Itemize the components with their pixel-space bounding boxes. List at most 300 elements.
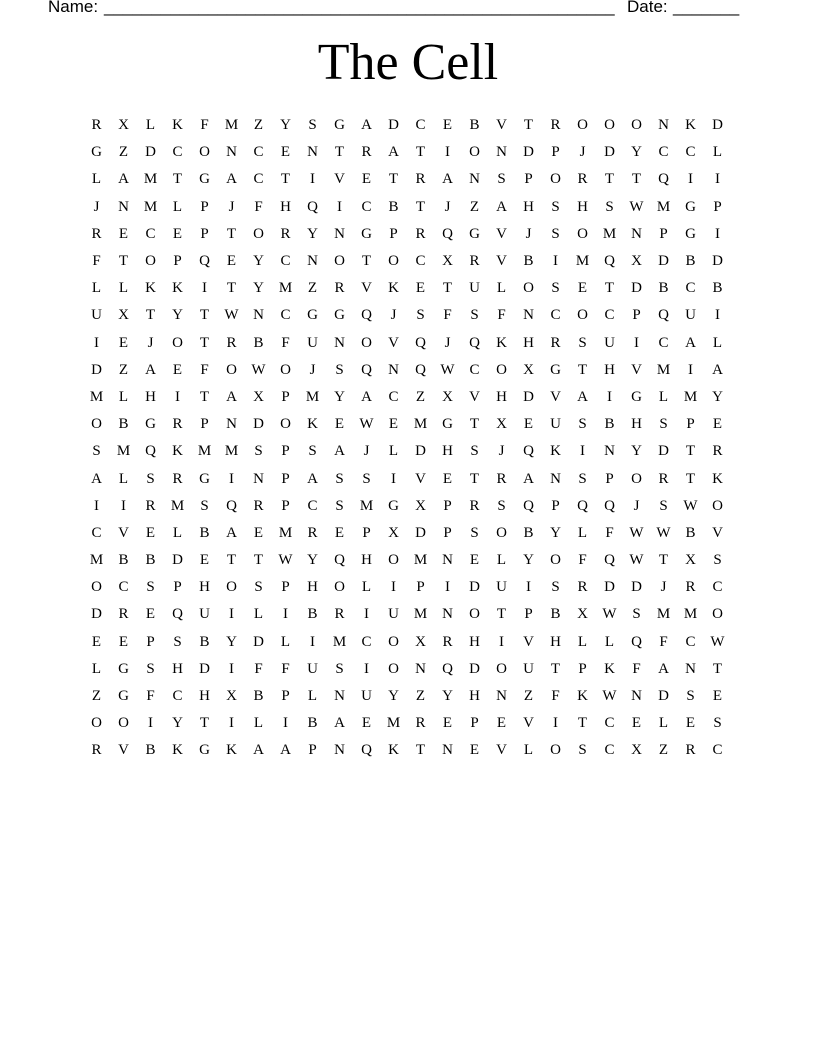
grid-letter: G [685, 225, 696, 242]
grid-letter: C [712, 579, 723, 596]
grid-letter: T [226, 225, 237, 242]
grid-letter: Y [334, 388, 345, 405]
grid-letter: C [307, 497, 318, 514]
grid-letter: R [496, 470, 507, 487]
grid-letter: A [712, 361, 723, 378]
grid-letter: F [497, 307, 506, 324]
grid-letter: R [253, 497, 264, 514]
grid-letter: Q [604, 552, 615, 569]
grid-letter: X [118, 117, 129, 134]
grid-letter: N [334, 334, 345, 351]
grid-letter: I [229, 470, 234, 487]
grid-letter: I [202, 280, 207, 297]
grid-letter: H [361, 552, 372, 569]
grid-letter: O [577, 225, 588, 242]
grid-letter: G [361, 225, 372, 242]
grid-letter: P [308, 742, 317, 759]
grid-letter: P [686, 416, 695, 433]
grid-letter: D [91, 606, 102, 623]
grid-letter: E [172, 361, 183, 378]
grid-letter: H [550, 633, 561, 650]
grid-letter: P [281, 497, 290, 514]
grid-letter: N [442, 552, 453, 569]
grid-letter: P [281, 388, 290, 405]
grid-letter: P [281, 443, 290, 460]
grid-letter: M [89, 388, 104, 405]
grid-letter: P [470, 715, 479, 732]
grid-letter: L [604, 633, 615, 650]
grid-letter: T [118, 253, 129, 270]
grid-letter: Z [118, 144, 129, 161]
grid-letter: R [334, 280, 345, 297]
grid-letter: N [307, 253, 318, 270]
grid-letter: L [280, 633, 291, 650]
grid-letter: N [631, 688, 642, 705]
grid-letter: O [334, 253, 345, 270]
grid-letter: M [116, 443, 131, 460]
grid-letter: U [604, 334, 615, 351]
grid-letter: P [524, 606, 533, 623]
grid-letter: J [444, 334, 451, 351]
grid-letter: L [658, 388, 669, 405]
grid-letter: V [523, 715, 534, 732]
grid-letter: D [388, 117, 399, 134]
grid-letter: L [388, 443, 399, 460]
grid-letter: F [254, 660, 263, 677]
grid-letter: V [118, 742, 129, 759]
word-search-grid [83, 112, 731, 765]
grid-letter: R [226, 334, 237, 351]
grid-letter: C [280, 253, 291, 270]
grid-letter: I [715, 307, 720, 324]
grid-letter: N [658, 117, 669, 134]
grid-letter: I [553, 253, 558, 270]
grid-letter: T [172, 171, 183, 188]
grid-letter: P [416, 579, 425, 596]
grid-letter: G [388, 497, 399, 514]
grid-letter: N [226, 416, 237, 433]
grid-letter: J [363, 443, 370, 460]
grid-letter: O [361, 334, 372, 351]
grid-letter: E [91, 633, 102, 650]
grid-letter: P [200, 198, 209, 215]
grid-letter: D [172, 552, 183, 569]
grid-letter: B [253, 334, 264, 351]
name-label: Name: [48, 0, 99, 16]
grid-letter: T [334, 144, 345, 161]
grid-letter: Q [523, 443, 534, 460]
grid-letter: S [686, 688, 695, 705]
grid-letter: S [254, 443, 263, 460]
grid-letter: W [602, 606, 617, 623]
grid-letter: P [173, 253, 182, 270]
grid-letter: E [280, 144, 291, 161]
grid-letter: S [335, 361, 344, 378]
grid-letter: E [685, 715, 696, 732]
grid-letter: E [415, 280, 426, 297]
grid-letter: C [415, 117, 426, 134]
grid-letter: E [469, 742, 480, 759]
grid-letter: A [361, 117, 372, 134]
grid-letter: S [659, 416, 668, 433]
grid-letter: Z [118, 361, 129, 378]
date-label: Date: [627, 0, 668, 16]
grid-letter: P [578, 660, 587, 677]
grid-letter: Y [550, 524, 561, 541]
grid-letter: Q [658, 307, 669, 324]
grid-letter: X [253, 388, 264, 405]
grid-letter: J [660, 579, 667, 596]
grid-letter: I [580, 443, 585, 460]
grid-letter: O [253, 225, 264, 242]
grid-letter: I [148, 715, 153, 732]
grid-letter: V [496, 225, 507, 242]
grid-letter: P [281, 470, 290, 487]
grid-letter: A [145, 361, 156, 378]
grid-letter: Z [307, 280, 318, 297]
grid-letter: K [712, 470, 723, 487]
grid-letter: H [199, 579, 210, 596]
grid-letter: E [361, 715, 372, 732]
grid-letter: I [175, 388, 180, 405]
grid-letter: N [307, 144, 318, 161]
grid-letter: E [145, 524, 156, 541]
grid-letter: I [121, 497, 126, 514]
grid-letter: V [523, 633, 534, 650]
grid-letter: K [172, 117, 183, 134]
grid-letter: E [496, 715, 507, 732]
grid-letter: I [94, 497, 99, 514]
grid-letter: D [523, 388, 534, 405]
grid-letter: L [712, 144, 723, 161]
grid-letter: L [172, 524, 183, 541]
grid-letter: G [334, 307, 345, 324]
grid-letter: V [118, 524, 129, 541]
grid-letter: E [118, 633, 129, 650]
header [48, 0, 748, 21]
grid-letter: D [658, 443, 669, 460]
grid-letter: I [634, 334, 639, 351]
grid-letter: A [523, 470, 534, 487]
grid-letter: H [145, 388, 156, 405]
grid-letter: H [442, 443, 453, 460]
grid-letter: S [713, 552, 722, 569]
grid-letter: B [199, 633, 210, 650]
grid-letter: Q [199, 253, 210, 270]
grid-letter: N [388, 361, 399, 378]
grid-letter: T [604, 280, 615, 297]
grid-letter: S [362, 470, 371, 487]
grid-letter: Z [253, 117, 264, 134]
grid-letter: H [469, 688, 480, 705]
grid-letter: S [497, 497, 506, 514]
grid-letter: H [523, 198, 534, 215]
grid-letter: O [388, 552, 399, 569]
grid-letter: D [91, 361, 102, 378]
grid-letter: I [364, 660, 369, 677]
grid-letter: T [577, 715, 588, 732]
grid-letter: R [685, 579, 696, 596]
grid-letter: C [550, 307, 561, 324]
grid-letter: X [685, 552, 696, 569]
grid-letter: F [254, 198, 263, 215]
grid-letter: E [199, 552, 210, 569]
grid-letter: T [469, 470, 480, 487]
grid-letter: S [146, 579, 155, 596]
grid-letter: O [91, 715, 102, 732]
grid-letter: Q [361, 361, 372, 378]
grid-letter: S [335, 660, 344, 677]
grid-letter: T [361, 253, 372, 270]
grid-letter: P [281, 688, 290, 705]
grid-letter: T [631, 171, 642, 188]
grid-letter: I [688, 171, 693, 188]
grid-letter: K [172, 280, 183, 297]
grid-letter: E [442, 470, 453, 487]
grid-letter: D [604, 579, 615, 596]
grid-letter: O [631, 117, 642, 134]
grid-letter: T [469, 416, 480, 433]
grid-letter: I [229, 606, 234, 623]
grid-letter: P [146, 633, 155, 650]
grid-letter: L [658, 715, 669, 732]
grid-letter: T [145, 307, 156, 324]
grid-letter: P [443, 524, 452, 541]
grid-letter: M [386, 715, 401, 732]
grid-letter: H [172, 660, 183, 677]
grid-letter: O [226, 579, 237, 596]
grid-letter: O [226, 361, 237, 378]
grid-letter: O [550, 552, 561, 569]
grid-letter: Q [604, 497, 615, 514]
grid-letter: L [118, 388, 129, 405]
grid-letter: M [332, 633, 347, 650]
grid-letter: R [577, 579, 588, 596]
grid-letter: V [550, 388, 561, 405]
grid-letter: B [712, 280, 723, 297]
grid-letter: T [280, 171, 291, 188]
grid-letter: E [388, 416, 399, 433]
grid-letter: G [118, 660, 129, 677]
grid-letter: L [496, 552, 507, 569]
grid-letter: N [442, 742, 453, 759]
grid-letter: Q [577, 497, 588, 514]
grid-letter: T [415, 198, 426, 215]
grid-letter: S [551, 280, 560, 297]
grid-letter: X [415, 497, 426, 514]
grid-letter: M [575, 253, 590, 270]
grid-letter: E [442, 715, 453, 732]
grid-letter: R [658, 470, 669, 487]
grid-letter: F [551, 688, 560, 705]
grid-letter: T [577, 361, 588, 378]
grid-letter: S [470, 443, 479, 460]
grid-letter: E [577, 280, 588, 297]
grid-letter: F [146, 688, 155, 705]
grid-letter: N [415, 660, 426, 677]
grid-letter: A [226, 388, 237, 405]
name-field-line[interactable]: ______________________________________________________ [104, 0, 615, 16]
grid-letter: T [685, 470, 696, 487]
grid-letter: S [146, 470, 155, 487]
grid-letter: I [688, 361, 693, 378]
grid-letter: F [605, 524, 614, 541]
grid-letter: P [281, 579, 290, 596]
grid-letter: S [551, 225, 560, 242]
grid-letter: R [469, 253, 480, 270]
grid-letter: W [602, 688, 617, 705]
grid-letter: Q [604, 253, 615, 270]
grid-letter: T [712, 660, 723, 677]
date-field-line[interactable]: _______ [673, 0, 740, 16]
grid-letter: L [523, 742, 534, 759]
grid-letter: N [253, 470, 264, 487]
grid-letter: H [469, 633, 480, 650]
grid-letter: U [550, 416, 561, 433]
grid-letter: G [469, 225, 480, 242]
grid-letter: X [388, 524, 399, 541]
grid-letter: Q [442, 225, 453, 242]
grid-letter: Y [253, 253, 264, 270]
grid-letter: D [199, 660, 210, 677]
grid-letter: O [550, 171, 561, 188]
grid-letter: V [415, 470, 426, 487]
grid-letter: W [710, 633, 725, 650]
grid-letter: N [334, 742, 345, 759]
grid-letter: W [251, 361, 266, 378]
grid-letter: I [715, 171, 720, 188]
grid-letter: B [307, 715, 318, 732]
grid-letter: C [658, 144, 669, 161]
grid-letter: L [91, 171, 102, 188]
grid-letter: Y [631, 144, 642, 161]
grid-letter: I [715, 225, 720, 242]
grid-letter: B [523, 524, 534, 541]
grid-letter: F [200, 117, 209, 134]
grid-letter: Y [388, 688, 399, 705]
grid-letter: X [631, 742, 642, 759]
grid-letter: X [631, 253, 642, 270]
grid-letter: V [631, 361, 642, 378]
grid-letter: L [307, 688, 318, 705]
grid-letter: N [334, 688, 345, 705]
grid-letter: Q [172, 606, 183, 623]
grid-letter: V [469, 388, 480, 405]
grid-letter: H [577, 198, 588, 215]
grid-letter: D [253, 633, 264, 650]
grid-letter: P [173, 579, 182, 596]
grid-letter: Y [631, 443, 642, 460]
grid-letter: D [604, 144, 615, 161]
grid-letter: I [283, 606, 288, 623]
grid-letter: Z [91, 688, 102, 705]
grid-letter: W [629, 198, 644, 215]
grid-letter: C [91, 524, 102, 541]
grid-letter: A [442, 171, 453, 188]
grid-letter: S [416, 307, 425, 324]
grid-letter: I [526, 579, 531, 596]
grid-letter: Y [253, 280, 264, 297]
grid-letter: R [280, 225, 291, 242]
grid-letter: I [94, 334, 99, 351]
grid-letter: S [470, 307, 479, 324]
grid-letter: R [685, 742, 696, 759]
grid-letter: M [413, 416, 428, 433]
grid-letter: G [199, 171, 210, 188]
grid-letter: T [685, 443, 696, 460]
grid-letter: A [280, 742, 291, 759]
grid-letter: Y [523, 552, 534, 569]
grid-letter: N [469, 171, 480, 188]
grid-letter: K [307, 416, 318, 433]
grid-letter: J [579, 144, 586, 161]
grid-letter: S [308, 117, 317, 134]
grid-letter: Z [658, 742, 669, 759]
grid-letter: L [361, 579, 372, 596]
grid-letter: Q [145, 443, 156, 460]
grid-letter: O [118, 715, 129, 732]
grid-letter: C [604, 715, 615, 732]
grid-letter: M [197, 443, 212, 460]
grid-letter: J [309, 361, 316, 378]
grid-letter: O [199, 144, 210, 161]
grid-letter: O [631, 470, 642, 487]
grid-letter: C [685, 144, 696, 161]
grid-letter: N [118, 198, 129, 215]
grid-letter: P [200, 416, 209, 433]
grid-letter: T [415, 144, 426, 161]
grid-letter: S [659, 497, 668, 514]
grid-letter: D [145, 144, 156, 161]
grid-letter: W [629, 524, 644, 541]
grid-letter: E [361, 171, 372, 188]
grid-letter: X [577, 606, 588, 623]
grid-letter: O [577, 307, 588, 324]
grid-letter: E [631, 715, 642, 732]
grid-letter: G [307, 307, 318, 324]
grid-letter: G [145, 416, 156, 433]
grid-letter: O [496, 660, 507, 677]
grid-letter: I [553, 715, 558, 732]
grid-letter: X [118, 307, 129, 324]
grid-letter: L [253, 606, 264, 623]
grid-letter: M [413, 552, 428, 569]
grid-letter: I [310, 171, 315, 188]
grid-letter: R [415, 715, 426, 732]
grid-letter: R [172, 470, 183, 487]
grid-letter: P [713, 198, 722, 215]
grid-letter: E [523, 416, 534, 433]
grid-letter: L [118, 280, 129, 297]
grid-letter: A [496, 198, 507, 215]
grid-letter: A [226, 524, 237, 541]
grid-letter: O [388, 633, 399, 650]
grid-letter: N [334, 225, 345, 242]
grid-letter: T [226, 280, 237, 297]
grid-letter: Q [415, 334, 426, 351]
grid-letter: L [172, 198, 183, 215]
grid-letter: U [388, 606, 399, 623]
grid-letter: C [685, 280, 696, 297]
grid-letter: N [631, 225, 642, 242]
grid-letter: E [469, 552, 480, 569]
grid-letter: V [361, 280, 372, 297]
grid-letter: D [658, 688, 669, 705]
grid-letter: S [92, 443, 101, 460]
grid-letter: T [415, 742, 426, 759]
grid-letter: S [254, 579, 263, 596]
grid-letter: A [658, 660, 669, 677]
